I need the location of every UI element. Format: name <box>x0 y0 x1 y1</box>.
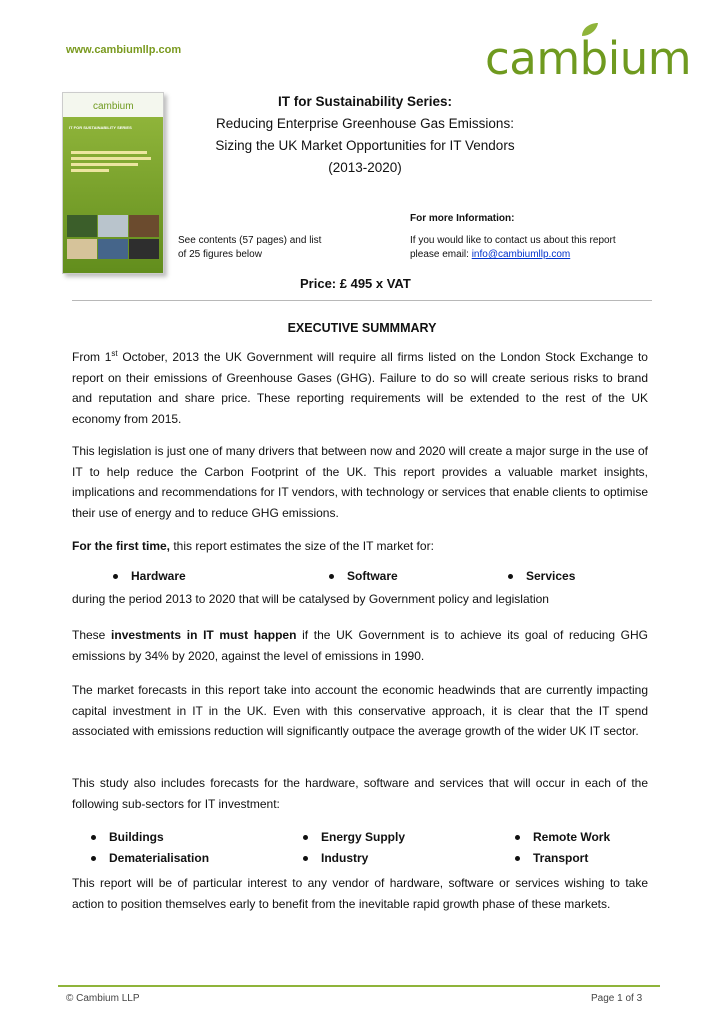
cover-photo-4 <box>67 239 97 259</box>
cambium-logo <box>485 22 692 85</box>
p5-start: These <box>72 628 112 642</box>
footer-page-number: Page 1 of 3 <box>591 993 643 1004</box>
p3-rest: this report estimates the size of the IT market for: <box>170 539 434 553</box>
report-title-line-1: Reducing Enterprise Greenhouse Gas Emissions: <box>216 116 514 131</box>
cover-photo-3 <box>129 215 159 237</box>
more-info-text <box>410 234 680 262</box>
paragraph-2: This legislation is just one of many drivers that between now and 2020 will create a major surge in the use of IT to help reduce the Carbon Footprint of the UK. This report provides a valuable market insights, implications and recommendations for IT vendors, with technology or services that enable clients to optimise their use of energy and to reduce GHG emissions. <box>72 444 648 520</box>
bullet-dot <box>303 835 308 840</box>
paragraph-5 <box>72 625 648 666</box>
logo-wordmark: cambium <box>485 32 692 85</box>
more-info-line-1: If you would like to contact us about this report <box>410 235 616 246</box>
paragraph-8: This report will be of particular interest to any vendor of hardware, software or services wishing to take action to position themselves early to benefit from the inevitable rapid growth phase of these markets. <box>72 876 648 911</box>
p5-rest: if the UK Government is to achieve its goal of reducing GHG emissions by 34% by 2020, against the level of emissions in 1990. <box>72 628 649 663</box>
bullet-hardware: Hardware <box>131 569 186 583</box>
bullet-services: Services <box>526 569 576 583</box>
cover-photo-2 <box>98 215 128 237</box>
p1-rest: October, 2013 the UK Government will require all firms listed on the London Stock Exchange to report on their emissions of Greenhouse Gases (GHG). Failure to do so will create serious risks to brand and reputation and share price. These reporting requirements will be extended to the rest of the UK economy from 2015. <box>72 350 648 426</box>
bullet-remote-work: Remote Work <box>533 830 611 844</box>
p5-bold: investments in IT must happen <box>111 628 297 642</box>
p1-start: From 1 <box>72 350 112 364</box>
bullet-dot <box>329 574 334 579</box>
email-prefix: please email: <box>410 249 472 260</box>
bullet-dematerialisation: Dematerialisation <box>109 851 210 865</box>
cover-photo-1 <box>67 215 97 237</box>
report-title-line-2: Sizing the UK Market Opportunities for IT Vendors <box>215 138 515 153</box>
more-info-line-2 <box>410 248 680 262</box>
bullet-transport: Transport <box>533 851 589 865</box>
bullet-software: Software <box>347 569 398 583</box>
cover-title-lines <box>71 151 155 175</box>
bullet-dot <box>515 856 520 861</box>
executive-summary-heading: EXECUTIVE SUMMMARY <box>287 321 437 335</box>
paragraph-7: This study also includes forecasts for the hardware, software and services that will occur in each of the following sub-sectors for IT investment: <box>72 776 648 811</box>
bullet-dot <box>508 574 513 579</box>
more-info-heading: For more Information: <box>410 213 515 224</box>
report-years: (2013-2020) <box>328 160 402 175</box>
report-cover-image <box>62 92 164 274</box>
bullet-industry: Industry <box>321 851 369 865</box>
website-url[interactable]: www.cambiumllp.com <box>66 44 182 56</box>
bullet-buildings: Buildings <box>109 830 164 844</box>
bullet-energy-supply: Energy Supply <box>321 830 406 844</box>
contents-note <box>178 234 378 262</box>
footer-divider <box>58 985 660 987</box>
p3-bold: For the first time, <box>72 539 171 553</box>
paragraph-3 <box>72 536 648 557</box>
price: Price: £ 495 x VAT <box>300 276 411 291</box>
cover-photo-5 <box>98 239 128 259</box>
bullet-dot <box>515 835 520 840</box>
series-title: IT for Sustainability Series: <box>277 94 453 109</box>
bullet-dot <box>113 574 118 579</box>
cover-logo: cambium <box>93 101 134 112</box>
cover-series-text: IT FOR SUSTAINABILITY SERIES <box>69 125 132 130</box>
email-link[interactable]: info@cambiumllp.com <box>471 249 571 260</box>
contents-note-line-2: of 25 figures below <box>178 249 262 260</box>
paragraph-1 <box>72 347 648 429</box>
bullet-dot <box>303 856 308 861</box>
footer-copyright: © Cambium LLP <box>66 993 140 1004</box>
divider <box>72 300 652 301</box>
bullet-dot <box>91 856 96 861</box>
bullet-dot <box>91 835 96 840</box>
contents-note-line-1: See contents (57 pages) and list <box>178 235 322 246</box>
paragraph-4: during the period 2013 to 2020 that will be catalysed by Government policy and legislation <box>72 592 549 606</box>
cover-photo-6 <box>129 239 159 259</box>
paragraph-6: The market forecasts in this report take into account the economic headwinds that are currently impacting capital investment in IT in the UK. Even with this conservative approach, it is clear that the IT spend associated with emissions reduction will significantly outpace the average growth of the wider UK IT sector. <box>72 683 648 738</box>
p1-superscript: st <box>111 349 118 358</box>
